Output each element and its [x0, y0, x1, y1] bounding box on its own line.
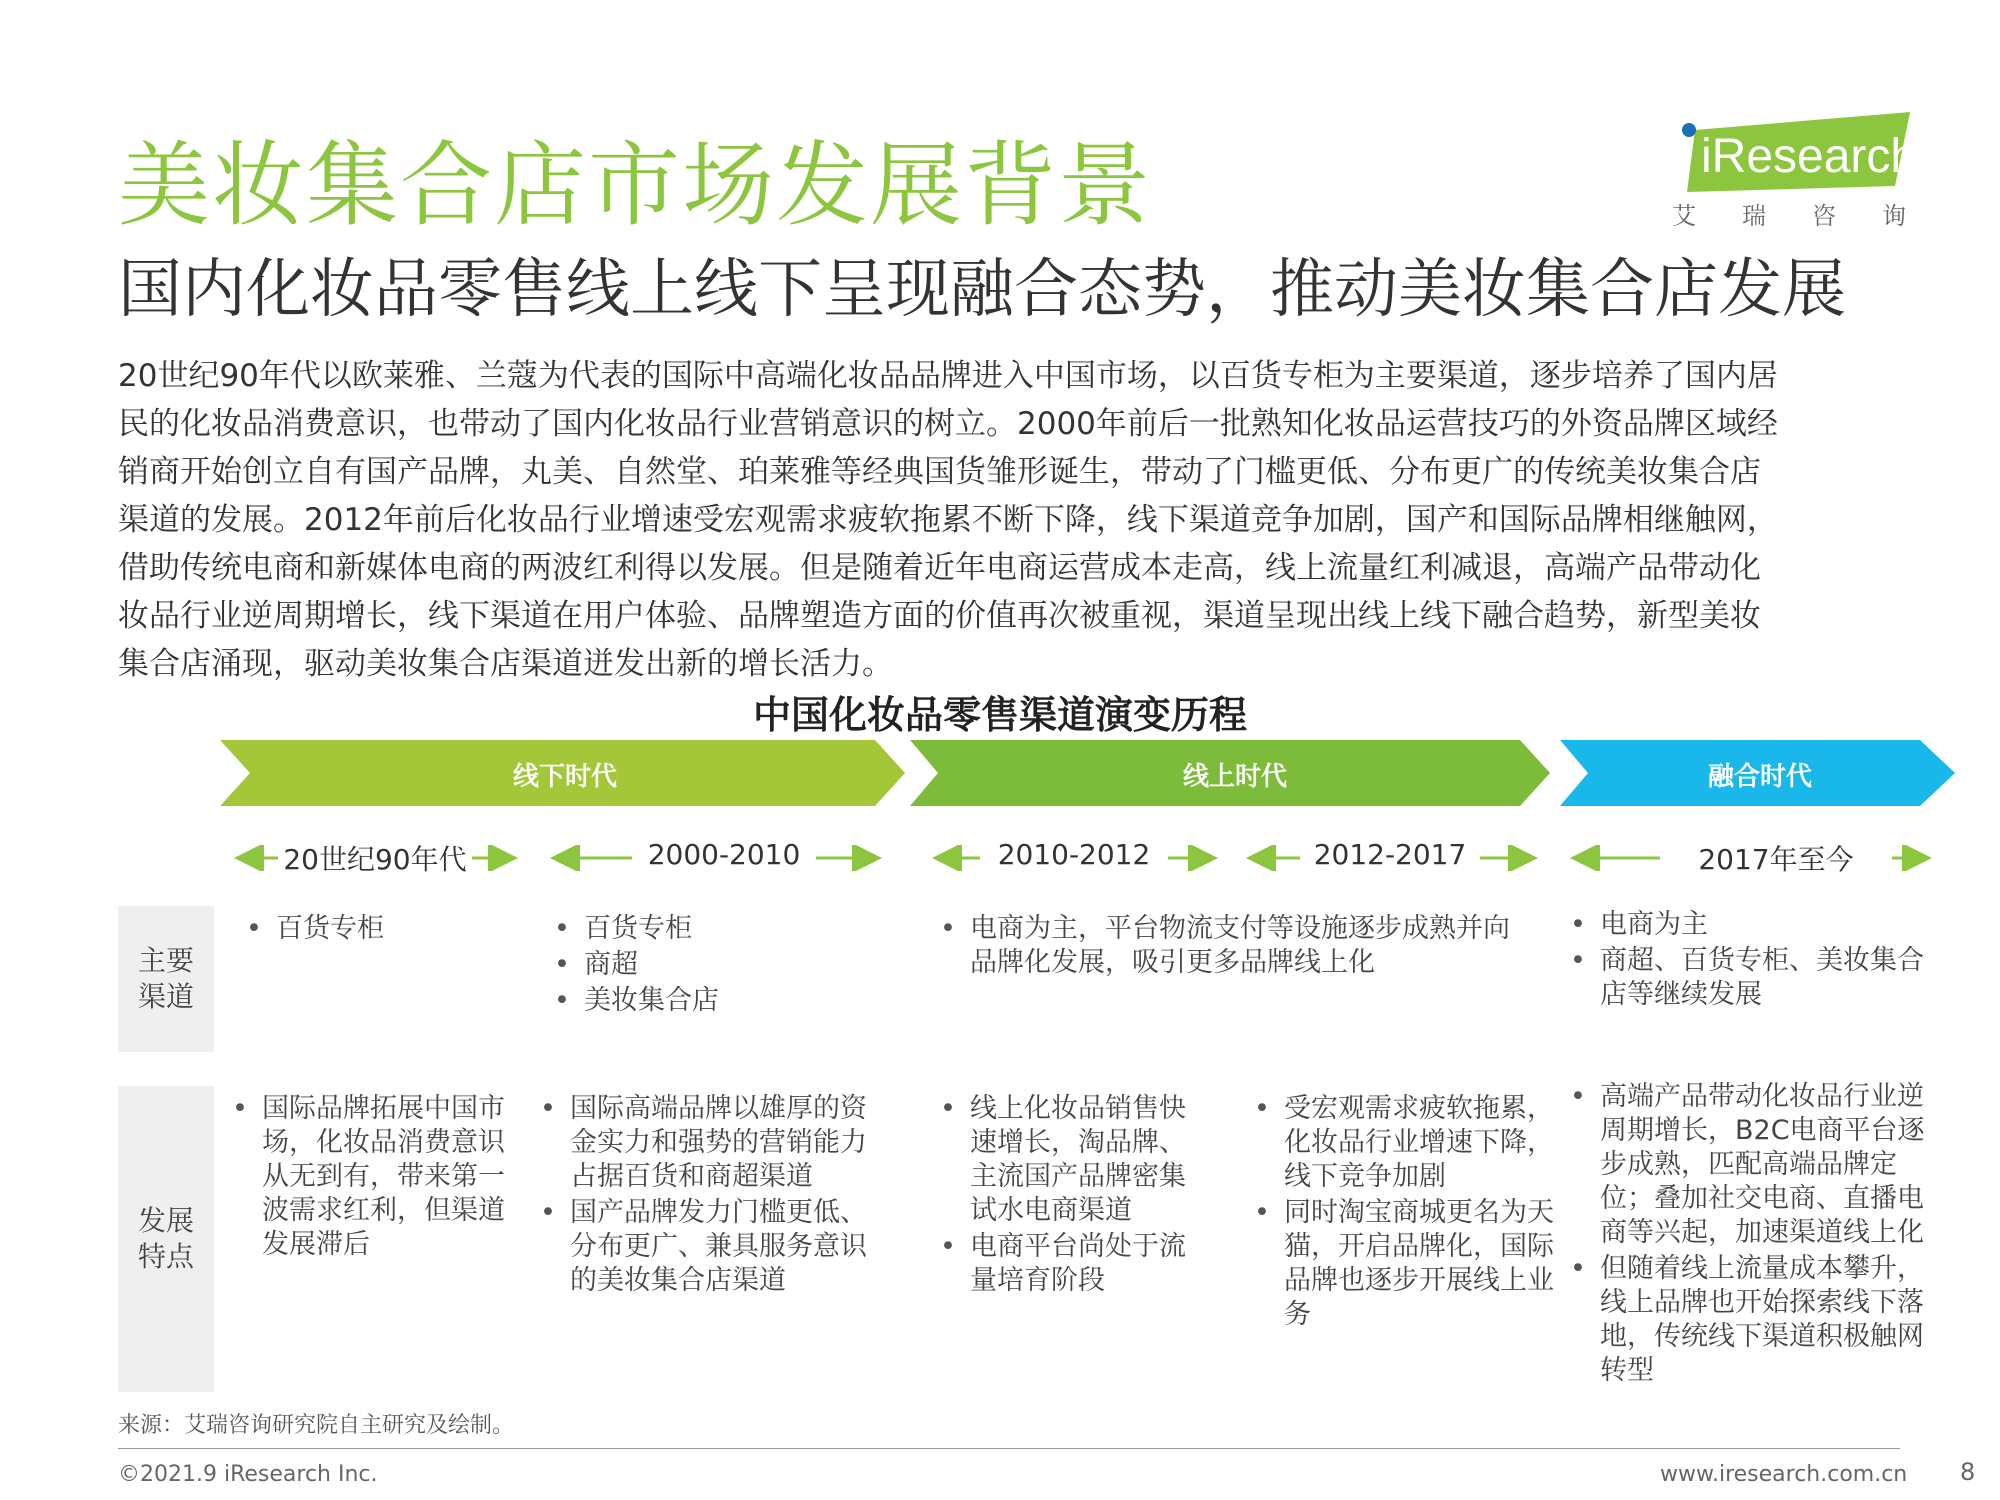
- paragraph-line: 妆品行业逆周期增长，线下渠道在用户体验、品牌塑造方面的价值再次被重视，渠道呈现出线上线下融合趋势，新型美妆: [118, 598, 1761, 634]
- page-title: 美妆集合店市场发展背景: [118, 132, 1153, 239]
- logo-chinese-name: 艾瑞咨询: [1672, 202, 1952, 230]
- intro-paragraph: [118, 352, 1918, 688]
- copyright: ©2021.9 iResearch Inc.: [118, 1462, 378, 1487]
- list-item: • 电商为主: [1600, 908, 1928, 942]
- features-cell-1: [230, 1092, 522, 1264]
- list-item: • 线上化妆品销售快速增长，淘品牌、主流国产品牌密集试水电商渠道: [970, 1092, 1208, 1228]
- channels-cell-4: [1568, 908, 1928, 1014]
- list-item: • 国际高端品牌以雄厚的资金实力和强势的营销能力占据百货和商超渠道: [570, 1092, 888, 1194]
- list-item: • 受宏观需求疲软拖累，化妆品行业增速下降，线下竞争加剧: [1284, 1092, 1570, 1194]
- page-number: 8: [1960, 1458, 1976, 1486]
- row-header-features-label: 发展特点: [137, 1204, 194, 1273]
- features-cell-2: [538, 1092, 888, 1300]
- list-item: • 国产品牌发力门槛更低、分布更广、兼具服务意识的美妆集合店渠道: [570, 1196, 888, 1298]
- period-label: 20世纪90年代: [283, 843, 467, 876]
- era-label-offline: 线下时代: [512, 762, 617, 792]
- list-item: • 百货专柜: [276, 912, 534, 946]
- paragraph-line: 民的化妆品消费意识，也带动了国内化妆品行业营销意识的树立。2000年前后一批熟知化妆品运营技巧的外资品牌区域经: [118, 406, 1778, 442]
- row-header-channels: [118, 906, 214, 1052]
- features-cell-4: [1252, 1092, 1570, 1334]
- page-subtitle: 国内化妆品零售线上线下呈现融合态势，推动美妆集合店发展: [118, 253, 1846, 327]
- source-note: 来源：艾瑞咨询研究院自主研究及绘制。: [118, 1413, 515, 1438]
- period-label: 2010-2012: [997, 838, 1151, 871]
- list-item: • 高端产品带动化妆品行业逆周期增长，B2C电商平台逐步成熟，匹配高端品牌定位；叠加社交电商、直播电商等兴起，加速渠道线上化: [1600, 1080, 1948, 1250]
- list-item: • 百货专柜: [584, 912, 872, 946]
- list-item: • 商超: [584, 948, 872, 982]
- channels-cell-2: [552, 912, 872, 1020]
- list-item: • 同时淘宝商城更名为天猫，开启品牌化，国际品牌也逐步开展线上业务: [1284, 1196, 1570, 1332]
- list-item: • 电商平台尚处于流量培育阶段: [970, 1230, 1208, 1298]
- paragraph-line: 销商开始创立自有国产品牌，丸美、自然堂、珀莱雅等经典国货雏形诞生，带动了门槛更低、分布更广的传统美妆集合店: [118, 454, 1761, 490]
- list-item: • 国际品牌拓展中国市场，化妆品消费意识从无到有，带来第一波需求红利，但渠道发展滞后: [262, 1092, 522, 1262]
- period-label: 2017年至今: [1698, 843, 1854, 876]
- paragraph-line: 集合店涌现，驱动美妆集合店渠道迸发出新的增长活力。: [118, 646, 893, 682]
- list-item: • 美妆集合店: [584, 984, 872, 1018]
- diagram-title: 中国化妆品零售渠道演变历程: [752, 693, 1247, 737]
- paragraph-line: 20世纪90年代以欧莱雅、兰蔻为代表的国际中高端化妆品品牌进入中国市场，以百货专柜为主要渠道，逐步培养了国内居: [118, 358, 1778, 394]
- era-label-online: 线上时代: [1182, 762, 1287, 792]
- list-item: • 但随着线上流量成本攀升，线上品牌也开始探索线下落地，传统线下渠道积极触网转型: [1600, 1252, 1948, 1388]
- logo-text: iResearch: [1701, 130, 1915, 183]
- period-label: 2000-2010: [647, 838, 801, 871]
- era-label-fusion: 融合时代: [1707, 762, 1812, 792]
- footer-divider: [118, 1448, 1900, 1449]
- list-item: • 电商为主，平台物流支付等设施逐步成熟并向品牌化发展，吸引更多品牌线上化: [970, 912, 1518, 980]
- features-cell-5: [1568, 1080, 1948, 1390]
- row-header-features: [118, 1086, 214, 1392]
- channels-cell-1: [244, 912, 534, 948]
- paragraph-line: 借助传统电商和新媒体电商的两波红利得以发展。但是随着近年电商运营成本走高，线上流量红利减退，高端产品带动化: [118, 550, 1761, 586]
- period-label: 2012-2017: [1313, 838, 1467, 871]
- row-header-channels-label: 主要渠道: [137, 944, 194, 1013]
- paragraph-line: 渠道的发展。2012年前后化妆品行业增速受宏观需求疲软拖累不断下降，线下渠道竞争加剧，国产和国际品牌相继触网，: [118, 502, 1778, 538]
- features-cell-3: [938, 1092, 1208, 1300]
- website-link[interactable]: www.iresearch.com.cn: [1660, 1462, 1908, 1487]
- channels-cell-3: [938, 912, 1518, 982]
- list-item: • 商超、百货专柜、美妆集合店等继续发展: [1600, 944, 1928, 1012]
